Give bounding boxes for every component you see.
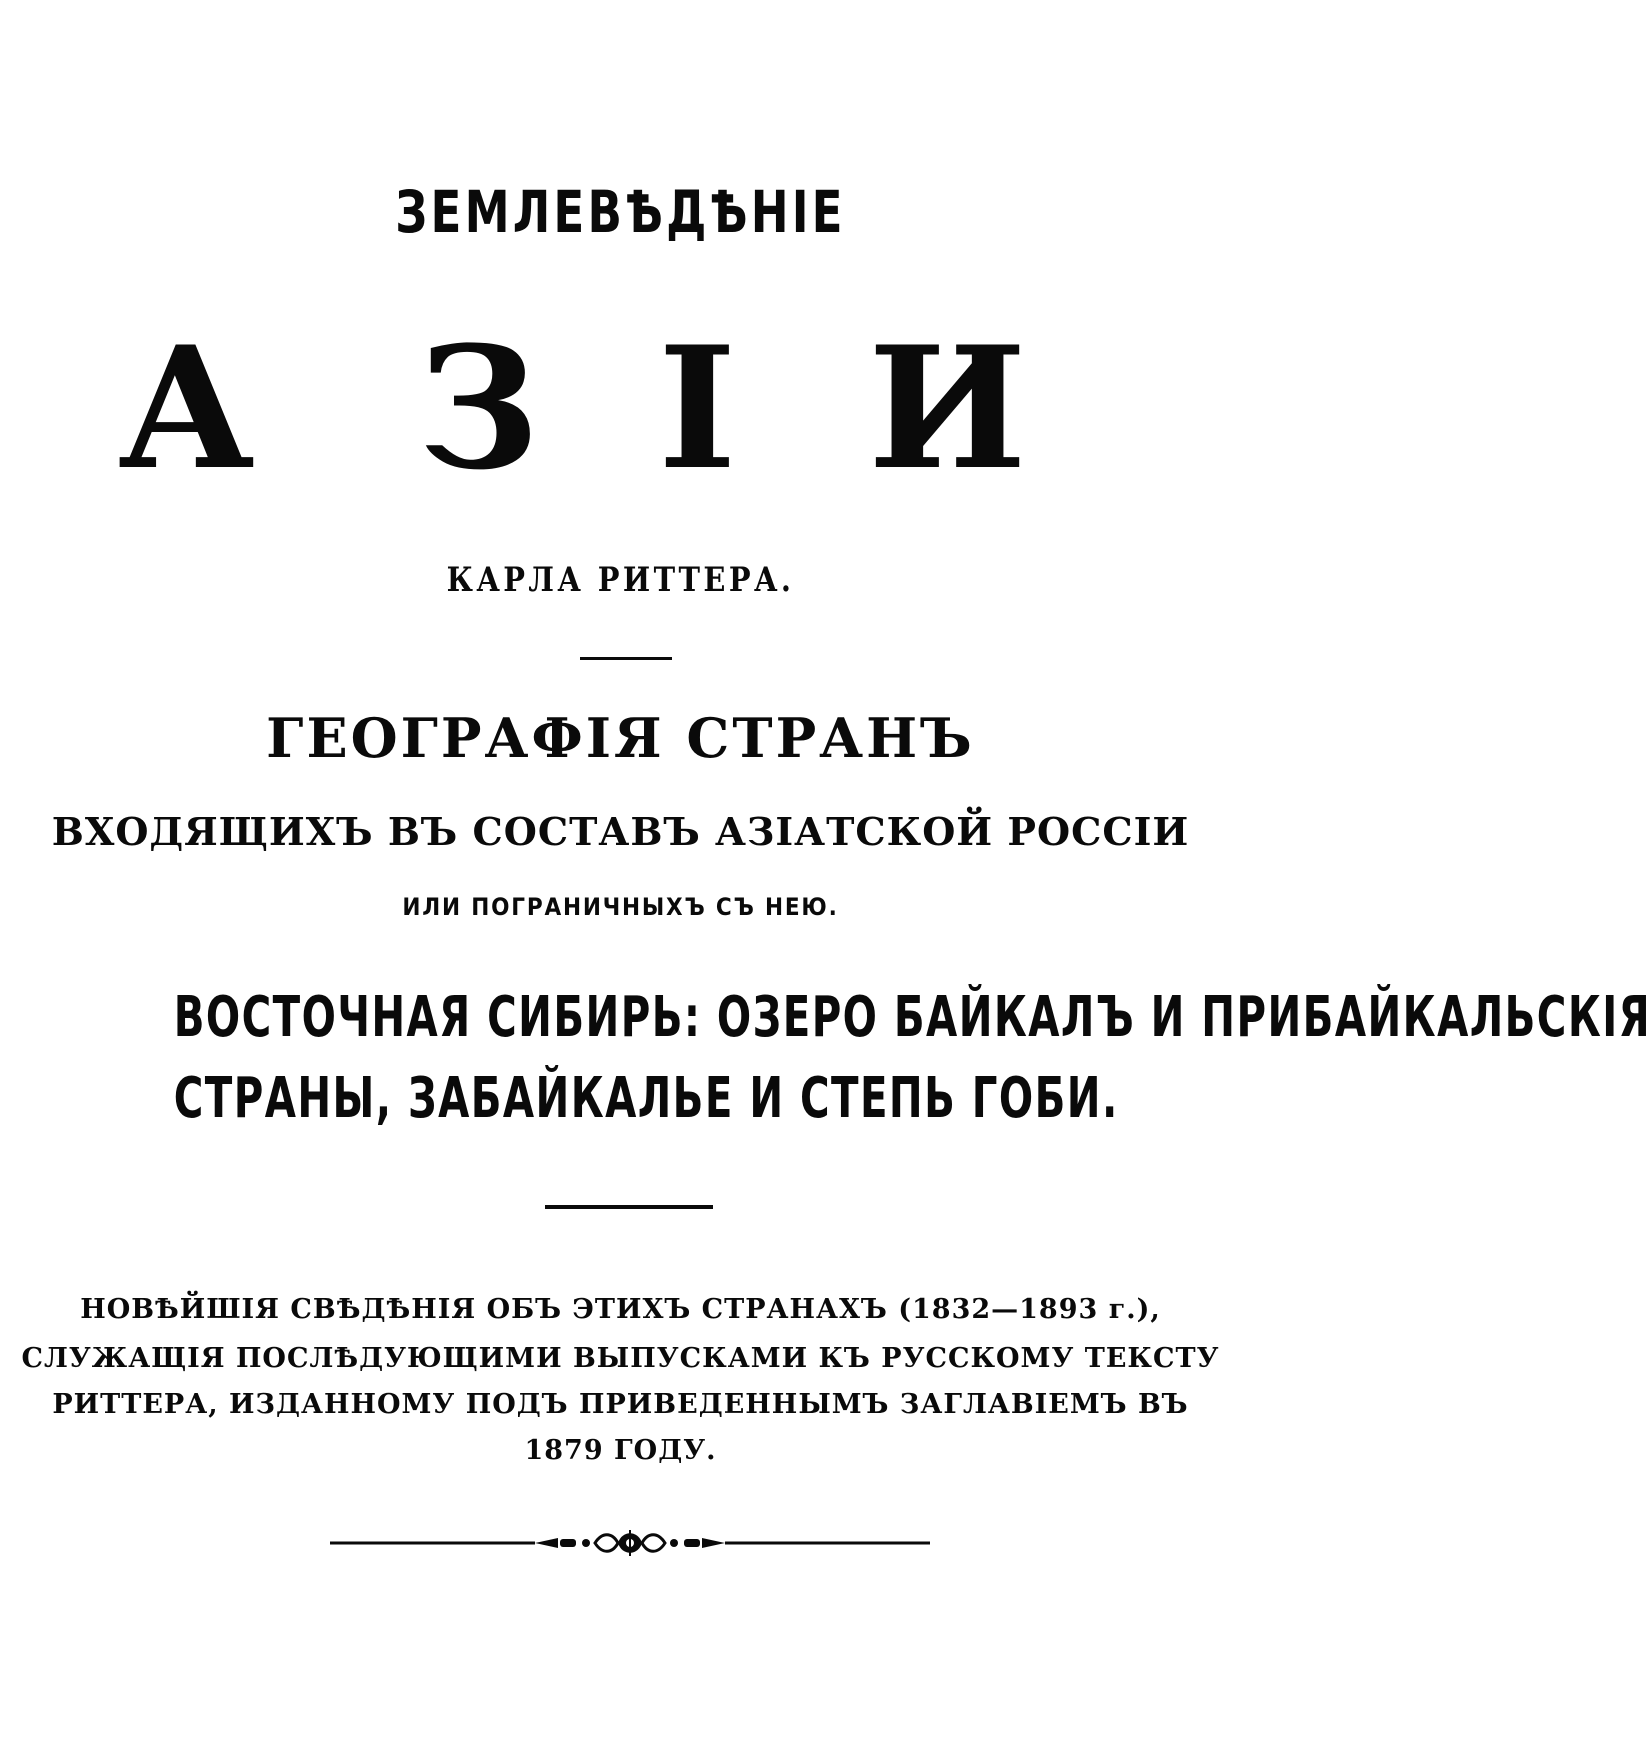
news-line-2: СЛУЖАЩІЯ ПОСЛѢДУЮЩИМИ ВЫПУСКАМИ КЪ РУССКОМУ ТЕКСТУ: [21, 1343, 1220, 1374]
asia-letter-i: И: [868, 309, 1027, 507]
subtitle-entering: ВХОДЯЩИХЪ ВЪ СОСТАВЪ АЗІАТСКОЙ РОССІИ: [51, 809, 1190, 854]
news-line-1: НОВѢЙШІЯ СВѢДѢНІЯ ОБЪ ЭТИХЪ СТРАНАХЪ (1832—1893 г.),: [80, 1294, 1161, 1325]
main-title: ЗЕМЛЕВѢДѢНІЕ: [395, 178, 846, 246]
asia-letter-z: З: [418, 309, 540, 507]
east-siberia-line-1: ВОСТОЧНАЯ СИБИРЬ: ОЗЕРО БАЙКАЛЪ И ПРИБАЙКАЛЬСКІЯ: [173, 985, 1651, 1050]
author-line: КАРЛА РИТТЕРА.: [446, 560, 795, 600]
divider-short: [580, 657, 672, 660]
ornament-divider: [330, 1528, 930, 1558]
asia-title: [0, 309, 1241, 507]
geography-heading: ГЕОГРАФІЯ СТРАНЪ: [266, 706, 975, 770]
subtitle-bordering: ИЛИ ПОГРАНИЧНЫХЪ СЪ НЕЮ.: [402, 893, 839, 921]
divider-medium: [545, 1205, 713, 1209]
east-siberia-line-2: СТРАНЫ, ЗАБАЙКАЛЬЕ И СТЕПЬ ГОБИ.: [173, 1066, 1119, 1131]
asia-letter-a: А: [118, 309, 255, 507]
asia-letter-i-dotted: І: [658, 309, 737, 507]
news-line-4: 1879 ГОДУ.: [524, 1435, 717, 1466]
news-line-3: РИТТЕРА, ИЗДАННОМУ ПОДЪ ПРИВЕДЕННЫМЪ ЗАГЛАВІЕМЪ ВЪ: [52, 1389, 1189, 1420]
